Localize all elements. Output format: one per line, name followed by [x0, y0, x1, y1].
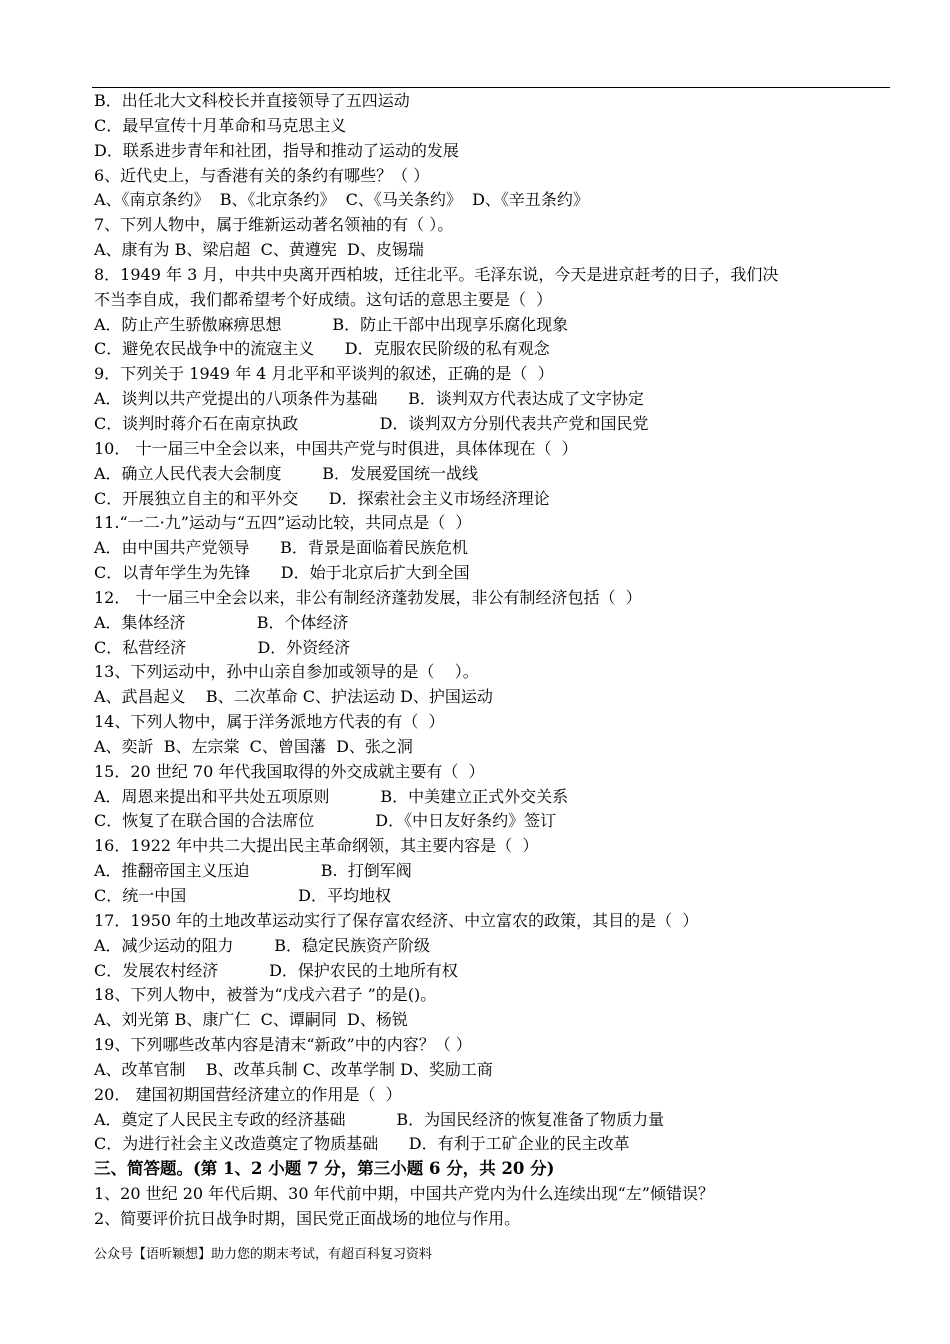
- question-20: 20． 建国初期国营经济建立的作用是（ ）: [94, 1084, 402, 1104]
- option-line: A、刘光第 B、康广仁 C、谭嗣同 D、杨锐: [94, 1010, 408, 1030]
- question-8: 8．1949 年 3 月，中共中央离开西柏坡，迁往北平。毛泽东说，今天是进京赶考的日子，我们决: [94, 264, 779, 284]
- question-11: 11.“一二·九”运动与“五四”运动比较，共同点是（ ）: [94, 513, 472, 533]
- option-line: A．由中国共产党领导 B．背景是面临着民族危机: [94, 538, 468, 558]
- option-line: A．确立人民代表大会制度 B．发展爱国统一战线: [94, 463, 479, 483]
- question-15: 15．20 世纪 70 年代我国取得的外交成就主要有（ ）: [94, 761, 485, 781]
- option-line: A．推翻帝国主义压迫 B. 打倒军阀: [94, 861, 412, 881]
- question-13: 13、下列运动中，孙中山亲自参加或领导的是（ ）。: [94, 662, 479, 682]
- option-line: A．奠定了人民民主专政的经济基础 B．为国民经济的恢复准备了物质力量: [94, 1109, 665, 1129]
- question-6: 6、近代史上，与香港有关的条约有哪些？（ ）: [94, 165, 430, 185]
- footer-note: 公众号【语听颖想】助力您的期末考试，有超百科复习资料: [94, 1247, 433, 1262]
- option-line: A．谈判以共产党提出的八项条件为基础 B．谈判双方代表达成了文字协定: [94, 389, 644, 409]
- option-line: C．统一中国 D．平均地权: [94, 886, 391, 905]
- question-7: 7、下列人物中，属于维新运动著名领袖的有（ ）。: [94, 215, 454, 235]
- option-line: C．最早宣传十月革命和马克思主义: [94, 115, 347, 135]
- document-body: [94, 89, 904, 1232]
- option-line: A、《南京条约》 B、《北京条约》 C、《马关条约》 D、《辛丑条约》: [94, 190, 589, 210]
- question-19: 19、下列哪些改革内容是清末“新政”中的内容？（ ）: [94, 1035, 472, 1055]
- option-line: C．发展农村经济 D．保护农民的土地所有权: [94, 960, 458, 980]
- option-line: B．出任北大文科校长并直接领导了五四运动: [94, 91, 410, 110]
- short-answer-2: 2、简要评价抗日战争时期，国民党正面战场的地位与作用。: [94, 1208, 521, 1228]
- question-10: 10． 十一届三中全会以来，中国共产党与时俱进，具体体现在（ ）: [94, 438, 578, 458]
- question-17: 17．1950 年的土地改革运动实行了保存富农经济、中立富农的政策，其目的是（ ）: [94, 910, 699, 930]
- option-line: A、武昌起义 B、二次革命 C、护法运动 D、护国运动: [94, 687, 493, 707]
- question-16: 16．1922 年中共二大提出民主革命纲领，其主要内容是（ ）: [94, 836, 539, 856]
- option-line: C．为进行社会主义改造奠定了物质基础 D．有利于工矿企业的民主改革: [94, 1134, 630, 1154]
- question-9: 9．下列关于 1949 年 4 月北平和平谈判的叙述，正确的是（ ）: [94, 364, 554, 384]
- option-line: C．开展独立自主的和平外交 D．探索社会主义市场经济理论: [94, 488, 550, 508]
- option-line: D．联系进步青年和社团，指导和推动了运动的发展: [94, 140, 459, 160]
- option-line: A、康有为 B、梁启超 C、黄遵宪 D、皮锡瑞: [94, 240, 424, 260]
- option-line: C．私营经济 D．外资经济: [94, 637, 351, 657]
- header-rule: [92, 87, 890, 88]
- option-line: C．避免农民战争中的流寇主义 D．克服农民阶级的私有观念: [94, 339, 550, 359]
- option-line: A、改革官制 B、改革兵制 C、改革学制 D、奖励工商: [94, 1059, 493, 1079]
- question-8-cont: 不当李自成，我们都希望考个好成绩。这句话的意思主要是（ ）: [94, 289, 553, 309]
- option-line: C．谈判时蒋介石在南京执政 D．谈判双方分别代表共产党和国民党: [94, 413, 649, 433]
- option-line: A、奕訢 B、左宗棠 C、曾国藩 D、张之洞: [94, 736, 413, 756]
- question-14: 14、下列人物中，属于洋务派地方代表的有（ ）: [94, 712, 445, 732]
- option-line: C．恢复了在联合国的合法席位 D．《中日友好条约》签订: [94, 811, 557, 831]
- question-12: 12． 十一届三中全会以来，非公有制经济蓬勃发展，非公有制经济包括（ ）: [94, 587, 642, 607]
- option-line: A．周恩来提出和平共处五项原则 B．中美建立正式外交关系: [94, 786, 569, 806]
- option-line: A．集体经济 B．个体经济: [94, 612, 349, 632]
- option-line: A．防止产生骄傲麻痹思想 B．防止干部中出现享乐腐化现象: [94, 314, 569, 334]
- section-heading: 三、简答题。(第 1、2 小题 7 分，第三小题 6 分，共 20 分): [94, 1159, 555, 1179]
- option-line: C．以青年学生为先锋 D．始于北京后扩大到全国: [94, 563, 470, 583]
- option-line: A．减少运动的阻力 B．稳定民族资产阶级: [94, 935, 431, 955]
- question-18: 18、下列人物中，被誉为“戊戌六君子 ”的是()。: [94, 985, 437, 1005]
- short-answer-1: 1、20 世纪 20 年代后期、30 年代前中期，中国共产党内为什么连续出现“左”倾错误？: [94, 1184, 714, 1204]
